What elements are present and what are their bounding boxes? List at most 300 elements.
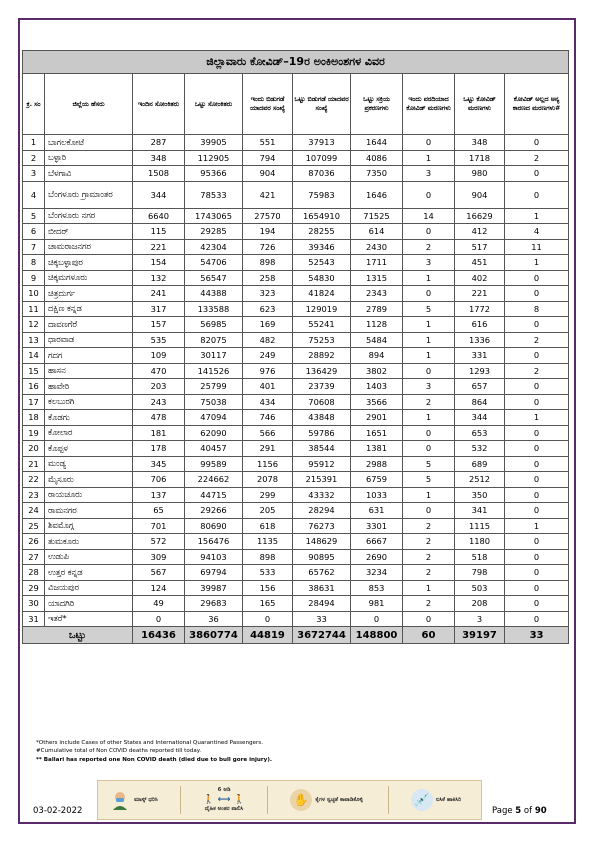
active-cases: 5484	[351, 332, 403, 348]
total-deaths: 348	[455, 135, 505, 151]
today-deaths: 1	[403, 487, 455, 503]
table-row	[23, 611, 569, 627]
non-covid-deaths: 0	[505, 394, 569, 410]
total-discharged: 65762	[293, 565, 351, 581]
row-sn: 9	[23, 270, 45, 286]
today-cases: 348	[133, 150, 185, 166]
today-discharged: 249	[243, 348, 293, 364]
total-cases: 40457	[185, 441, 243, 457]
today-discharged: 794	[243, 150, 293, 166]
row-sn: 6	[23, 224, 45, 240]
total-cases: 29266	[185, 503, 243, 519]
table-row	[23, 565, 569, 581]
header-non-covid-deaths: ಕೋವಿಡ್ ಅಲ್ಲದ ಅನ್ಯ ಕಾರಣದ ಮರಣಗಳು#	[505, 74, 569, 135]
non-covid-deaths: 4	[505, 224, 569, 240]
total-label: ಒಟ್ಟು	[23, 627, 133, 644]
table-row	[23, 503, 569, 519]
district-name: ಧಾರವಾಡ	[45, 332, 133, 348]
row-sn: 27	[23, 549, 45, 565]
footnotes	[36, 739, 272, 764]
header-today-cases: ಇಂದಿನ ಸೋಂಕಿತರು	[133, 74, 185, 135]
total-deaths: 864	[455, 394, 505, 410]
district-name: ಉತ್ತರ ಕನ್ನಡ	[45, 565, 133, 581]
header-sn: ಕ್ರ. ಸಂ	[23, 74, 45, 135]
today-discharged: 898	[243, 255, 293, 271]
table-row	[23, 580, 569, 596]
total-cases: 94103	[185, 549, 243, 565]
total-deaths: 657	[455, 379, 505, 395]
today-discharged: 205	[243, 503, 293, 519]
today-discharged: 566	[243, 425, 293, 441]
district-name: ಶಿವಮೊಗ್ಗ	[45, 518, 133, 534]
row-sn: 16	[23, 379, 45, 395]
total-cases: 56547	[185, 270, 243, 286]
today-deaths: 0	[403, 441, 455, 457]
total-deaths: 1115	[455, 518, 505, 534]
mask-icon	[109, 789, 131, 811]
district-covid-table	[22, 50, 569, 644]
today-cases: 706	[133, 472, 185, 488]
header-row	[23, 74, 569, 135]
distance-icon: 🚶 ⟷ 🚶	[203, 795, 245, 805]
total-death-today: 60	[403, 627, 455, 644]
today-discharged: 2078	[243, 472, 293, 488]
today-cases: 181	[133, 425, 185, 441]
total-discharged: 43332	[293, 487, 351, 503]
total-dis-total: 3672744	[293, 627, 351, 644]
total-discharged: 87036	[293, 166, 351, 182]
today-cases: 6640	[133, 208, 185, 224]
today-discharged: 898	[243, 549, 293, 565]
active-cases: 1403	[351, 379, 403, 395]
row-sn: 3	[23, 166, 45, 182]
active-cases: 0	[351, 611, 403, 627]
total-cases: 133588	[185, 301, 243, 317]
district-name: ಹಾಸನ	[45, 363, 133, 379]
today-deaths: 0	[403, 425, 455, 441]
total-cases: 95366	[185, 166, 243, 182]
table-row	[23, 166, 569, 182]
total-discharged: 95912	[293, 456, 351, 472]
today-discharged: 156	[243, 580, 293, 596]
total-deaths: 331	[455, 348, 505, 364]
banner-divider	[180, 786, 181, 814]
today-cases: 203	[133, 379, 185, 395]
total-cases: 78533	[185, 181, 243, 208]
total-deaths: 503	[455, 580, 505, 596]
total-discharged: 28255	[293, 224, 351, 240]
today-discharged: 169	[243, 317, 293, 333]
table-row	[23, 456, 569, 472]
total-deaths: 3	[455, 611, 505, 627]
table-row	[23, 410, 569, 426]
today-deaths: 0	[403, 611, 455, 627]
row-sn: 11	[23, 301, 45, 317]
row-sn: 7	[23, 239, 45, 255]
total-discharged: 38631	[293, 580, 351, 596]
today-discharged: 299	[243, 487, 293, 503]
total-cases: 36	[185, 611, 243, 627]
total-cases: 54706	[185, 255, 243, 271]
total-discharged: 129019	[293, 301, 351, 317]
non-covid-deaths: 1	[505, 208, 569, 224]
footnote-others: *Others include Cases of other States and International Quarantined Passengers.	[36, 740, 263, 746]
table-row	[23, 596, 569, 612]
today-discharged: 421	[243, 181, 293, 208]
row-sn: 14	[23, 348, 45, 364]
page-prefix: Page	[492, 806, 516, 816]
total-total: 3860774	[185, 627, 243, 644]
today-discharged: 726	[243, 239, 293, 255]
district-name: ಬೆಳಗಾವಿ	[45, 166, 133, 182]
page-total: 90	[534, 806, 547, 816]
total-cases: 39905	[185, 135, 243, 151]
district-name: ಗದಗ	[45, 348, 133, 364]
total-discharged: 28294	[293, 503, 351, 519]
district-name: ಚಿಕ್ಕಮಗಳೂರು	[45, 270, 133, 286]
table-row	[23, 472, 569, 488]
today-cases: 344	[133, 181, 185, 208]
table-row	[23, 181, 569, 208]
total-cases: 62090	[185, 425, 243, 441]
footnote-ballari: ** Ballari has reported one Non COVID death (died due to bull gore injury).	[36, 756, 273, 763]
today-cases: 567	[133, 565, 185, 581]
total-cases: 69794	[185, 565, 243, 581]
table-row	[23, 301, 569, 317]
total-discharged: 52543	[293, 255, 351, 271]
today-deaths: 5	[403, 301, 455, 317]
header-district: ಜಿಲ್ಲೆಯ ಹೆಸರು	[45, 74, 133, 135]
row-sn: 4	[23, 181, 45, 208]
district-name: ಯಾದಗಿರಿ	[45, 596, 133, 612]
non-covid-deaths: 0	[505, 549, 569, 565]
non-covid-deaths: 0	[505, 181, 569, 208]
total-deaths: 518	[455, 549, 505, 565]
today-cases: 178	[133, 441, 185, 457]
row-sn: 1	[23, 135, 45, 151]
active-cases: 2690	[351, 549, 403, 565]
today-deaths: 2	[403, 239, 455, 255]
non-covid-deaths: 2	[505, 150, 569, 166]
row-sn: 22	[23, 472, 45, 488]
total-discharged: 43848	[293, 410, 351, 426]
active-cases: 2988	[351, 456, 403, 472]
non-covid-deaths: 0	[505, 348, 569, 364]
total-deaths: 221	[455, 286, 505, 302]
today-discharged: 258	[243, 270, 293, 286]
district-name: ಕಲಬುರಗಿ	[45, 394, 133, 410]
table-row	[23, 239, 569, 255]
total-discharged: 28892	[293, 348, 351, 364]
today-deaths: 2	[403, 565, 455, 581]
table-row	[23, 332, 569, 348]
active-cases: 1651	[351, 425, 403, 441]
district-name: ಇತರೆ*	[45, 611, 133, 627]
active-cases: 2789	[351, 301, 403, 317]
page-current: 5	[515, 806, 522, 816]
row-sn: 13	[23, 332, 45, 348]
active-cases: 1644	[351, 135, 403, 151]
today-cases: 137	[133, 487, 185, 503]
district-name: ರಾಯಚೂರು	[45, 487, 133, 503]
total-deaths: 532	[455, 441, 505, 457]
district-name: ಬಳ್ಳಾರಿ	[45, 150, 133, 166]
active-cases: 631	[351, 503, 403, 519]
total-discharged: 39346	[293, 239, 351, 255]
total-discharged: 38544	[293, 441, 351, 457]
today-cases: 470	[133, 363, 185, 379]
non-covid-deaths: 0	[505, 441, 569, 457]
today-deaths: 3	[403, 255, 455, 271]
district-name: ಮೈಸೂರು	[45, 472, 133, 488]
active-cases: 6759	[351, 472, 403, 488]
total-deaths: 344	[455, 410, 505, 426]
row-sn: 2	[23, 150, 45, 166]
total-discharged: 33	[293, 611, 351, 627]
hand-wash-icon: ✋	[290, 789, 312, 811]
non-covid-deaths: 0	[505, 270, 569, 286]
district-name: ಬಾಗಲಕೋಟೆ	[45, 135, 133, 151]
today-cases: 243	[133, 394, 185, 410]
total-discharged: 75983	[293, 181, 351, 208]
today-cases: 221	[133, 239, 185, 255]
banner-vaccine-label: ಲಸಿಕೆ ಹಾಕಿಸಿರಿ	[435, 796, 462, 803]
district-name: ಕೋಲಾರ	[45, 425, 133, 441]
district-name: ಚಾಮರಾಜನಗರ	[45, 239, 133, 255]
today-cases: 1508	[133, 166, 185, 182]
table-row	[23, 363, 569, 379]
active-cases: 6667	[351, 534, 403, 550]
today-cases: 572	[133, 534, 185, 550]
today-deaths: 0	[403, 503, 455, 519]
total-cases: 39987	[185, 580, 243, 596]
today-cases: 478	[133, 410, 185, 426]
total-discharged: 76273	[293, 518, 351, 534]
header-today-deaths: ಇಂದು ವರದಿಯಾದ ಕೋವಿಡ್ ಮರಣಗಳು	[403, 74, 455, 135]
total-discharged: 23739	[293, 379, 351, 395]
total-deaths: 904	[455, 181, 505, 208]
today-deaths: 2	[403, 596, 455, 612]
today-deaths: 0	[403, 286, 455, 302]
today-deaths: 1	[403, 348, 455, 364]
total-dis-today: 44819	[243, 627, 293, 644]
total-discharged: 148629	[293, 534, 351, 550]
table-row	[23, 534, 569, 550]
today-cases: 317	[133, 301, 185, 317]
active-cases: 981	[351, 596, 403, 612]
row-sn: 23	[23, 487, 45, 503]
total-discharged: 90895	[293, 549, 351, 565]
district-name: ಕೊಪ್ಪಳ	[45, 441, 133, 457]
table-row	[23, 487, 569, 503]
row-sn: 31	[23, 611, 45, 627]
active-cases: 71525	[351, 208, 403, 224]
row-sn: 26	[23, 534, 45, 550]
non-covid-deaths: 0	[505, 425, 569, 441]
total-deaths: 1336	[455, 332, 505, 348]
non-covid-deaths: 1	[505, 410, 569, 426]
banner-mask-label: ಮಾಸ್ಕ್ ಧರಿಸಿ	[134, 796, 158, 803]
active-cases: 1646	[351, 181, 403, 208]
today-discharged: 0	[243, 611, 293, 627]
table-row	[23, 425, 569, 441]
table-row	[23, 549, 569, 565]
today-deaths: 1	[403, 580, 455, 596]
today-discharged: 618	[243, 518, 293, 534]
covid-appropriate-behaviour-banner	[97, 780, 482, 820]
non-covid-deaths: 0	[505, 456, 569, 472]
total-discharged: 54830	[293, 270, 351, 286]
table-row	[23, 518, 569, 534]
total-discharged: 215391	[293, 472, 351, 488]
active-cases: 2430	[351, 239, 403, 255]
row-sn: 18	[23, 410, 45, 426]
total-cases: 29285	[185, 224, 243, 240]
total-discharged: 28494	[293, 596, 351, 612]
today-deaths: 2	[403, 394, 455, 410]
today-deaths: 1	[403, 150, 455, 166]
non-covid-deaths: 2	[505, 363, 569, 379]
row-sn: 21	[23, 456, 45, 472]
active-cases: 1315	[351, 270, 403, 286]
today-cases: 309	[133, 549, 185, 565]
today-deaths: 3	[403, 379, 455, 395]
today-cases: 109	[133, 348, 185, 364]
non-covid-deaths: 0	[505, 565, 569, 581]
total-deaths: 208	[455, 596, 505, 612]
total-cases: 56985	[185, 317, 243, 333]
active-cases: 4086	[351, 150, 403, 166]
district-name: ಹಾವೇರಿ	[45, 379, 133, 395]
today-cases: 115	[133, 224, 185, 240]
row-sn: 5	[23, 208, 45, 224]
today-cases: 345	[133, 456, 185, 472]
total-cases: 112905	[185, 150, 243, 166]
district-name: ದಾವಣಗೆರೆ	[45, 317, 133, 333]
non-covid-deaths: 0	[505, 487, 569, 503]
vaccine-icon: 💉	[411, 789, 433, 811]
banner-divider	[267, 786, 268, 814]
footnote-cumulative: #Cumulative total of Non COVID deaths reported till today.	[36, 748, 202, 755]
header-total-deaths: ಒಟ್ಟು ಕೋವಿಡ್ ಮರಣಗಳು	[455, 74, 505, 135]
total-cases: 25799	[185, 379, 243, 395]
district-name: ಬೆಂಗಳೂರು ಗ್ರಾಮಾಂತರ	[45, 181, 133, 208]
total-deaths: 1718	[455, 150, 505, 166]
non-covid-deaths: 0	[505, 286, 569, 302]
total-deaths: 689	[455, 456, 505, 472]
today-discharged: 904	[243, 166, 293, 182]
today-deaths: 0	[403, 135, 455, 151]
non-covid-deaths: 0	[505, 472, 569, 488]
table-title: ಜಿಲ್ಲಾವಾರು ಕೋವಿಡ್–19ರ ಅಂಕಿಅಂಶಗಳ ವಿವರ	[23, 51, 569, 74]
table-row	[23, 135, 569, 151]
total-cases: 30117	[185, 348, 243, 364]
today-deaths: 0	[403, 224, 455, 240]
row-sn: 15	[23, 363, 45, 379]
table-row	[23, 224, 569, 240]
total-cases: 1743065	[185, 208, 243, 224]
report-date: 03-02-2022	[33, 806, 83, 816]
total-non-covid: 33	[505, 627, 569, 644]
row-sn: 10	[23, 286, 45, 302]
row-sn: 12	[23, 317, 45, 333]
total-deaths: 1180	[455, 534, 505, 550]
today-cases: 157	[133, 317, 185, 333]
total-cases: 42304	[185, 239, 243, 255]
today-discharged: 165	[243, 596, 293, 612]
row-sn: 19	[23, 425, 45, 441]
today-cases: 132	[133, 270, 185, 286]
today-cases: 65	[133, 503, 185, 519]
total-cases: 80690	[185, 518, 243, 534]
total-cases: 224662	[185, 472, 243, 488]
non-covid-deaths: 0	[505, 379, 569, 395]
table-row	[23, 394, 569, 410]
total-deaths: 350	[455, 487, 505, 503]
total-deaths: 451	[455, 255, 505, 271]
non-covid-deaths: 0	[505, 580, 569, 596]
district-name: ರಾಮನಗರ	[45, 503, 133, 519]
banner-divider	[388, 786, 389, 814]
row-sn: 24	[23, 503, 45, 519]
total-deaths: 2512	[455, 472, 505, 488]
table-row	[23, 317, 569, 333]
banner-distance-label: ದೈಹಿಕ ಅಂತರ ಪಾಲಿಸಿ	[204, 806, 244, 812]
total-deaths: 402	[455, 270, 505, 286]
total-discharged: 75253	[293, 332, 351, 348]
district-name: ವಿಜಯಪುರ	[45, 580, 133, 596]
active-cases: 614	[351, 224, 403, 240]
active-cases: 2901	[351, 410, 403, 426]
total-deaths: 412	[455, 224, 505, 240]
non-covid-deaths: 1	[505, 255, 569, 271]
today-discharged: 1135	[243, 534, 293, 550]
total-cases: 141526	[185, 363, 243, 379]
header-today-discharged: ಇಂದು ಬಿಡುಗಡೆ ಯಾದವರ ಸಂಖ್ಯೆ	[243, 74, 293, 135]
row-sn: 8	[23, 255, 45, 271]
district-name: ಚಿತ್ರದುರ್ಗ	[45, 286, 133, 302]
today-cases: 287	[133, 135, 185, 151]
today-cases: 49	[133, 596, 185, 612]
today-cases: 535	[133, 332, 185, 348]
today-cases: 124	[133, 580, 185, 596]
today-discharged: 623	[243, 301, 293, 317]
today-cases: 241	[133, 286, 185, 302]
active-cases: 7350	[351, 166, 403, 182]
today-cases: 154	[133, 255, 185, 271]
row-sn: 29	[23, 580, 45, 596]
total-discharged: 1654910	[293, 208, 351, 224]
district-name: ಉಡುಪಿ	[45, 549, 133, 565]
table-row	[23, 270, 569, 286]
active-cases: 2343	[351, 286, 403, 302]
total-deaths: 517	[455, 239, 505, 255]
today-deaths: 2	[403, 534, 455, 550]
today-cases: 701	[133, 518, 185, 534]
active-cases: 3566	[351, 394, 403, 410]
active-cases: 894	[351, 348, 403, 364]
total-discharged: 136429	[293, 363, 351, 379]
total-deaths: 1293	[455, 363, 505, 379]
table-row	[23, 150, 569, 166]
non-covid-deaths: 11	[505, 239, 569, 255]
banner-vaccine	[411, 789, 470, 811]
district-name: ದಕ್ಷಿಣ ಕನ್ನಡ	[45, 301, 133, 317]
non-covid-deaths: 1	[505, 518, 569, 534]
total-row	[23, 627, 569, 644]
table-row	[23, 441, 569, 457]
table-row	[23, 286, 569, 302]
